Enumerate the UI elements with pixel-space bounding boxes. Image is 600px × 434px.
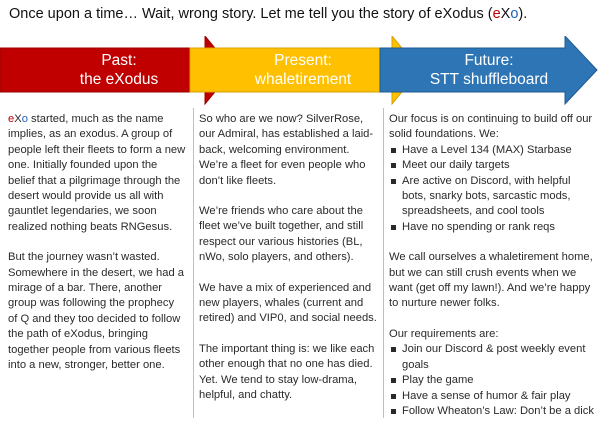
- list-item: Have a Level 134 (MAX) Starbase: [389, 143, 594, 158]
- past-o: o: [21, 113, 28, 125]
- list-item: Have no spending or rank reqs: [389, 220, 594, 235]
- column-divider: [383, 108, 384, 418]
- list-item: Join our Discord & post weekly event goals: [389, 342, 594, 373]
- future-arrow-label: [414, 51, 564, 89]
- future-paragraph: We call ourselves a whaletirement home, but we can still crush events when we want (get off my lawn!). And we’re happy to nurture newer folks.: [389, 251, 593, 310]
- future-intro: Our focus is on continuing to build off our solid foundations. We:: [389, 113, 593, 141]
- headline-end: ).: [518, 6, 528, 22]
- column-divider: [193, 108, 194, 418]
- list-item: Have a sense of humor & fair play: [389, 389, 594, 404]
- past-x: X: [14, 113, 22, 125]
- headline-text: Once upon a time… Wait, wrong story. Let me tell you the story of eXodus (: [9, 6, 493, 22]
- present-paragraph: So who are we now? SilverRose, our Admiral, has established a laid-back, welcoming environment. We’re a fleet for even people who don’t like fleets.: [199, 113, 374, 187]
- headline-e: e: [492, 6, 501, 22]
- future-label-line1: Future:: [464, 52, 514, 69]
- present-paragraph: We have a mix of experienced and new players, whales (current and retired) and VIP0, and social needs.: [199, 281, 377, 325]
- future-label-line2: STT shuffleboard: [429, 71, 549, 88]
- requirements-list: [389, 342, 594, 419]
- past-label-line2: the eXodus: [79, 71, 159, 88]
- present-paragraph: We’re friends who care about the fleet we’ve built together, and still respect our various histories (BL, nWo, solo players, and others).: [199, 205, 364, 264]
- future-bullets: [389, 143, 594, 235]
- list-item: Play the game: [389, 373, 594, 388]
- headline-o: o: [510, 6, 519, 22]
- past-paragraph: [8, 112, 186, 235]
- requirements-title: Our requirements are:: [389, 327, 499, 340]
- present-label-line2: whaletirement: [254, 71, 352, 88]
- present-column: [199, 112, 377, 419]
- present-label-line1: Present:: [274, 52, 332, 69]
- list-item: Meet our daily targets: [389, 158, 594, 173]
- past-arrow-label: [44, 51, 194, 89]
- future-column: [389, 112, 594, 434]
- present-arrow-label: [228, 51, 378, 89]
- past-e: e: [8, 113, 15, 125]
- past-paragraph: But the journey wasn’t wasted. Somewhere in the desert, we had a mirage of a bar. There, another group was following the prophecy of Q and they too decided to follow the path of eXodus, bringing together people from various fleets into a new, stronger, better one.: [8, 251, 184, 372]
- list-item: Follow Wheaton’s Law: Don’t be a dick: [389, 404, 594, 419]
- past-paragraph-text: started, much as the name implies, as an exodus. A group of people left their fleets to form a new one. Initially founded upon the belief that a pilgrimage through the desert would provide us all with gauntlet legendaries, we soon realized nothing beats RNGesus.: [8, 113, 186, 233]
- present-paragraph: The important thing is: we like each other enough that no one has died. Yet. We tend to stay low-drama, helpful, and chatty.: [199, 342, 375, 402]
- headline-x: X: [500, 6, 511, 22]
- headline: [9, 6, 599, 22]
- past-label-line1: Past:: [101, 52, 137, 69]
- list-item: Are active on Discord, with helpful bots, snarky bots, sarcastic mods, spreadsheets, and cool tools: [389, 174, 594, 220]
- past-column: [8, 112, 186, 389]
